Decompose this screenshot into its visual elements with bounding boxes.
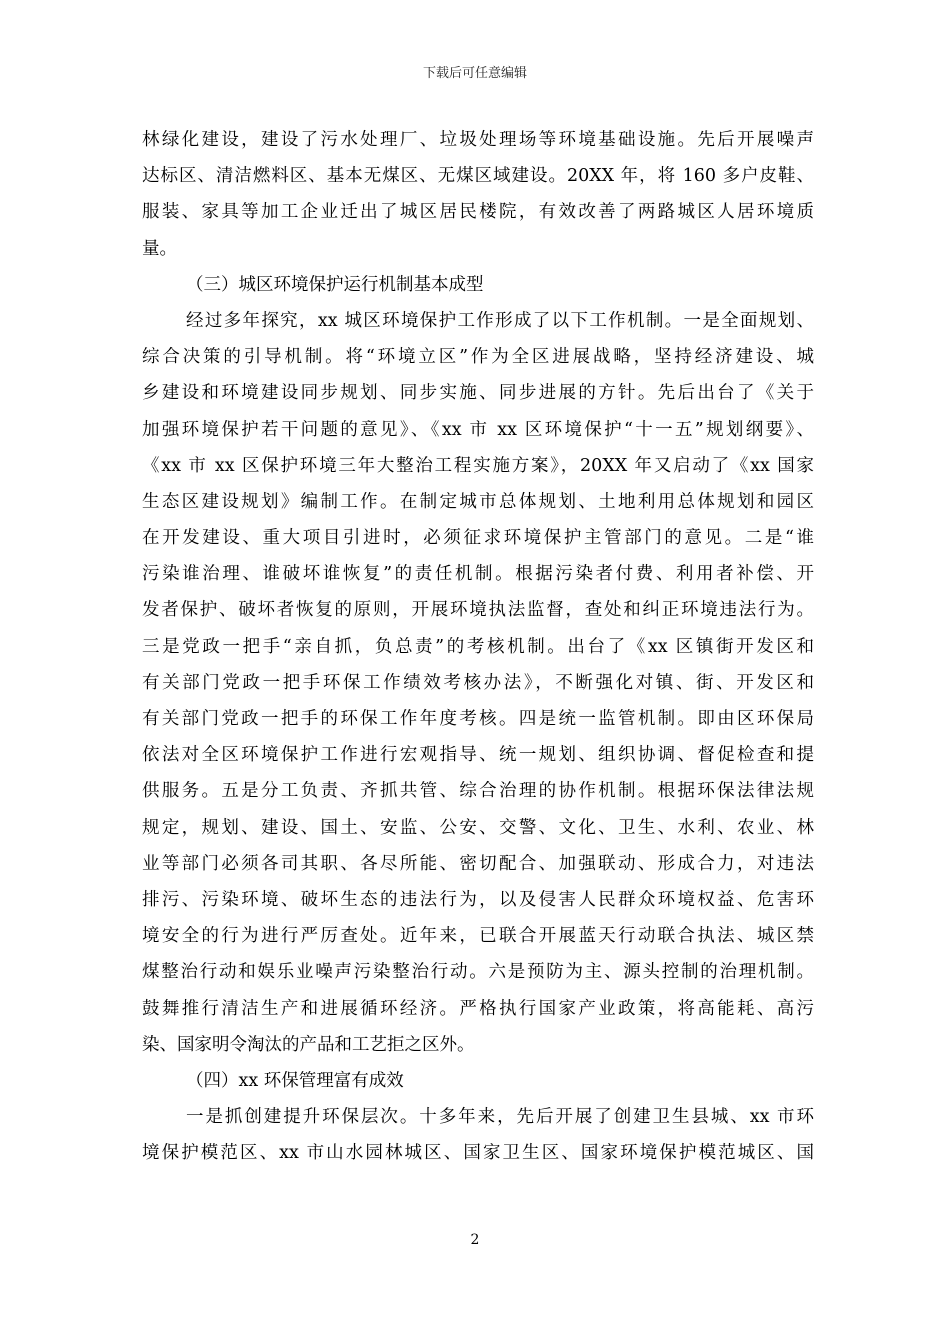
paragraph-line: 境安全的行为进行严厉查处。近年来，已联合开展蓝天行动联合执法、城区禁 xyxy=(142,926,814,947)
paragraph-line: 染、国家明令淘汰的产品和工艺拒之区外。 xyxy=(142,1034,475,1055)
paragraph-line: 林绿化建设，建设了污水处理厂、垃圾处理场等环境基础设施。先后开展噪声 xyxy=(142,130,814,150)
paragraph-line: 排污、污染环境、破坏生态的违法行为，以及侵害人民群众环境权益、危害环 xyxy=(142,889,814,910)
paragraph-line: 规定，规划、建设、国土、安监、公安、交警、文化、卫生、水利、农业、林 xyxy=(142,817,814,838)
document-body xyxy=(142,122,814,1171)
paragraph-line: 量。 xyxy=(142,238,177,259)
paragraph-line: 加强环境保护若干问题的意见》、《xx 市 xx 区环境保护“十一五”规划纲要》、 xyxy=(142,419,814,440)
paragraph-line: 依法对全区环境保护工作进行宏观指导、统一规划、组织协调、督促检查和提 xyxy=(142,745,814,766)
paragraph-line: 三是党政一把手“亲自抓，负总责”的考核机制。出台了《xx 区镇街开发区和 xyxy=(142,636,814,657)
paragraph-line: 业等部门必须各司其职、各尽所能、密切配合、加强联动、形成合力，对违法 xyxy=(142,853,814,874)
page-number: 2 xyxy=(470,1232,480,1248)
page-header: 下载后可任意编辑 xyxy=(422,66,527,81)
paragraph-line: 污染谁治理、谁破坏谁恢复”的责任机制。根据污染者付费、利用者补偿、开 xyxy=(142,564,814,585)
paragraph-line: 综合决策的引导机制。将“环境立区”作为全区进展战略，坚持经济建设、城 xyxy=(142,347,814,368)
paragraph-line: 生态区建设规划》编制工作。在制定城市总体规划、土地利用总体规划和园区 xyxy=(142,491,814,512)
paragraph-line: 乡建设和环境建设同步规划、同步实施、同步进展的方针。先后出台了《关于 xyxy=(142,383,814,404)
paragraph-line: 鼓舞推行清洁生产和进展循环经济。严格执行国家产业政策，将高能耗、高污 xyxy=(142,998,814,1019)
paragraph-line: 达标区、清洁燃料区、基本无煤区、无煤区域建设。20XX 年，将 160 多户皮鞋、 xyxy=(142,166,814,187)
paragraph-line: 煤整治行动和娱乐业噪声污染整治行动。六是预防为主、源头控制的治理机制。 xyxy=(142,962,814,983)
section-heading: （四）xx 环保管理富有成效 xyxy=(186,1070,404,1091)
paragraph-line: 发者保护、破坏者恢复的原则，开展环境执法监督，查处和纠正环境违法行为。 xyxy=(142,600,814,621)
section-heading: （三）城区环境保护运行机制基本成型 xyxy=(186,274,484,295)
paragraph-line: 有关部门党政一把手环保工作绩效考核办法》，不断强化对镇、街、开发区和 xyxy=(142,672,814,693)
paragraph-line: 经过多年探究，xx 城区环境保护工作形成了以下工作机制。一是全面规划、 xyxy=(186,310,814,331)
paragraph-line: 《xx 市 xx 区保护环境三年大整治工程实施方案》，20XX 年又启动了《xx 国家 xyxy=(142,455,814,476)
paragraph-line: 境保护模范区、xx 市山水园林城区、国家卫生区、国家环境保护模范城区、国 xyxy=(142,1143,814,1164)
paragraph-line: 有关部门党政一把手的环保工作年度考核。四是统一监管机制。即由区环保局 xyxy=(142,709,814,729)
paragraph-line: 供服务。五是分工负责、齐抓共管、综合治理的协作机制。根据环保法律法规 xyxy=(142,781,814,802)
paragraph-line: 在开发建设、重大项目引进时，必须征求环境保护主管部门的意见。二是“谁 xyxy=(142,528,814,549)
paragraph-line: 服装、家具等加工企业迁出了城区居民楼院，有效改善了两路城区人居环境质 xyxy=(142,202,814,223)
paragraph-line: 一是抓创建提升环保层次。十多年来，先后开展了创建卫生县城、xx 市环 xyxy=(186,1107,814,1128)
